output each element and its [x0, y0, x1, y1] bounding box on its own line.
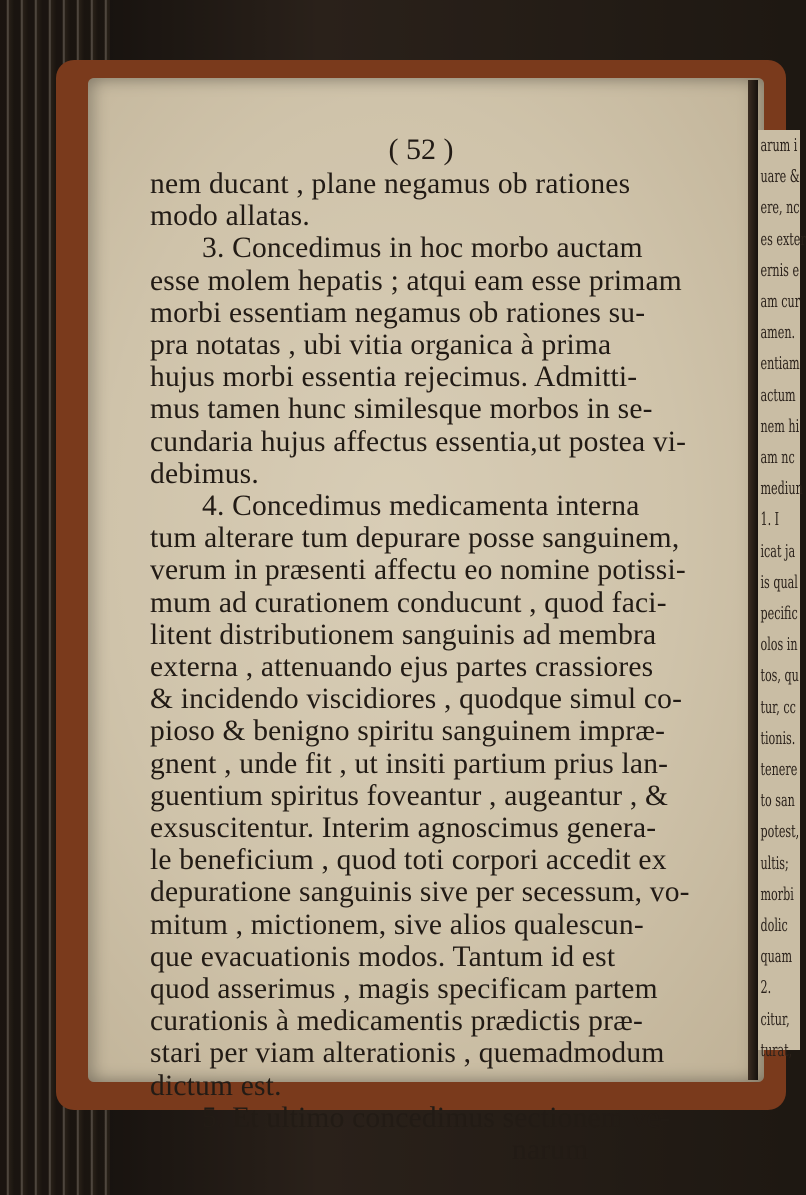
next-page-fragment: nem hi: [760, 415, 800, 437]
next-page-fragment: tenere: [760, 759, 798, 781]
next-page-fragment: tur, cc: [760, 696, 796, 718]
text-line: guentium spiritus foveantur , augeantur , &: [150, 779, 669, 812]
text-line: esse molem hepatis ; atqui eam esse primam: [150, 264, 682, 297]
next-page-fragment: 2.: [760, 977, 772, 999]
text-line: mitum , mictionem, sive alios qualescun-: [150, 908, 644, 941]
next-page-fragment: to san: [760, 790, 795, 812]
text-line: le beneficium , quod toti corpori accedit ex: [150, 844, 667, 877]
text-line: mus tamen hunc similesque morbos in se-: [150, 393, 653, 426]
next-page-fragment: is qual: [760, 571, 798, 593]
next-page-fragment: tos, qu: [760, 665, 799, 687]
text-line: dictum est.: [150, 1069, 282, 1102]
text-line: verum in præsenti affectu eo nomine potissi-: [150, 554, 686, 587]
text-line: modo allatas.: [150, 200, 310, 233]
next-page-fragment: amen.: [760, 322, 796, 344]
text-line: debimus.: [150, 457, 259, 490]
text-line: curationis à medicamentis prædictis præ-: [150, 1005, 643, 1038]
next-page-fragment: uare &: [760, 166, 800, 188]
text-line: hujus morbi essentia rejecimus. Admitti-: [150, 361, 638, 394]
next-page-fragment: 1. I: [760, 509, 780, 531]
next-page-fragment: turat,: [760, 1039, 793, 1061]
next-page-fragment: es exter: [760, 228, 806, 250]
text-line: 5. Et ultimo concedimus sectionem ve-: [202, 1101, 670, 1134]
text-line: externa , attenuando ejus partes crassiores: [150, 651, 654, 684]
text-line: 4. Concedimus medicamenta interna: [202, 490, 640, 523]
text-line: nem ducant , plane negamus ob rationes: [150, 168, 631, 200]
next-page-fragment: olos in: [760, 634, 798, 656]
text-lines: [150, 168, 690, 1166]
next-page-fragment: citur,: [760, 1008, 790, 1030]
text-line: & incidendo viscidiores , quodque simul co-: [150, 683, 683, 716]
text-line: exsuscitentur. Interim agnoscimus genera-: [150, 812, 657, 845]
next-page-fragment: ultis;: [760, 852, 789, 874]
next-page-fragment: arum i: [760, 135, 798, 156]
next-page-fragment: morbi: [760, 883, 794, 905]
book-gutter: [748, 80, 758, 1080]
catchword: narum: [512, 1134, 589, 1167]
text-line: cundaria hujus affectus essentia,ut postea vi-: [150, 425, 687, 458]
text-line: quod asserimus , magis specificam partem: [150, 973, 658, 1006]
text-line: que evacuationis modos. Tantum id est: [150, 940, 616, 973]
next-page-fragment: pecific: [760, 603, 798, 625]
text-line: tum alterare tum depurare posse sanguinem,: [150, 522, 680, 555]
next-page-fragment: mediun: [760, 478, 803, 500]
text-line: pioso & benigno spiritu sanguinem impræ-: [150, 715, 666, 748]
text-line: 3. Concedimus in hoc morbo auctam: [202, 232, 643, 265]
next-page-fragment: am cur: [760, 291, 801, 313]
page-number: ( 52 ): [388, 133, 454, 166]
next-page-strip: [758, 130, 806, 1061]
text-line: morbi essentiam negamus ob rationes su-: [150, 296, 646, 329]
text-line: mum ad curationem conducunt , quod faci-: [150, 586, 667, 619]
text-line: pra notatas , ubi vitia organica à prima: [150, 329, 612, 362]
next-page-fragment: ere, nc: [760, 197, 800, 219]
next-page-fragment: entiam: [760, 353, 800, 375]
text-line: gnent , unde fit , ut insiti partium prius lan-: [150, 747, 669, 780]
next-page-fragment: dolic: [760, 915, 788, 937]
next-page-fragment: actum: [760, 384, 796, 406]
next-page-fragment: icat ja: [760, 540, 796, 562]
next-page-fragment: am nc: [760, 447, 795, 469]
text-line: litent distributionem sanguinis ad membra: [150, 618, 657, 651]
next-page-fragment: potest,: [760, 821, 800, 843]
text-line: depuratione sanguinis sive per secessum, vo-: [150, 876, 690, 909]
next-page-fragment: quam: [760, 946, 793, 968]
text-line: stari per viam alterationis , quemadmodum: [150, 1037, 665, 1070]
next-page-fragment: tionis.: [760, 727, 796, 749]
next-page-fragment: ernis e: [760, 259, 800, 281]
